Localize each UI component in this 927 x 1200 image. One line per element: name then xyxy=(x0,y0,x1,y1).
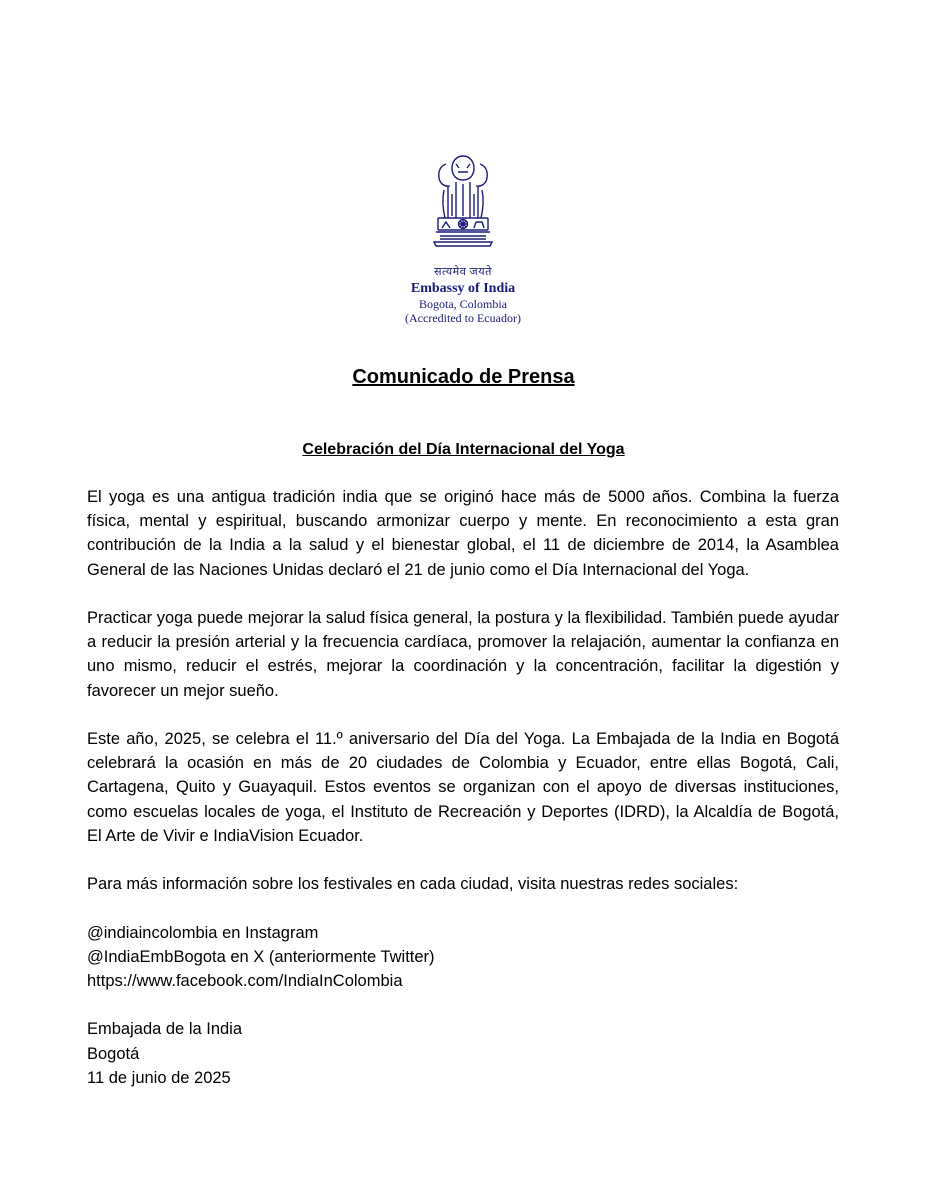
social-links xyxy=(87,921,839,994)
info-line: Para más información sobre los festivales en cada ciudad, visita nuestras redes sociales: xyxy=(87,875,739,894)
letterhead xyxy=(363,150,563,325)
document-title: Comunicado de Prensa xyxy=(352,366,575,388)
emblem-motto: सत्यमेव जयते xyxy=(434,266,492,278)
national-emblem-icon xyxy=(426,150,500,262)
document-body xyxy=(87,485,839,1114)
signature-date: 11 de junio de 2025 xyxy=(87,1068,231,1087)
social-x: @IndiaEmbBogota en X (anteriormente Twitter) xyxy=(87,947,435,966)
paragraph-events-2025: Este año, 2025, se celebra el 11.º aniversario del Día del Yoga. La Embajada de la India en Bogotá celebrará la ocasión en más de 20 ciudades de Colombia y Ecuador, entre ellas Bogotá, Cali, Cartagena, Quito y Guayaquil. Estos eventos se organizan con el apoyo de diversas instituciones, como escuelas locales de yoga, el Instituto de Recreación y Deportes (IDRD), la Alcaldía de Bogotá, El Arte de Vivir e IndiaVision Ecuador. xyxy=(87,730,839,845)
signature-block xyxy=(87,1017,839,1090)
social-instagram: @indiaincolombia en Instagram xyxy=(87,923,319,942)
document-subtitle: Celebración del Día Internacional del Yoga xyxy=(302,441,625,458)
embassy-city: Bogota, Colombia xyxy=(419,297,507,311)
social-facebook: https://www.facebook.com/IndiaInColombia xyxy=(87,972,403,990)
signature-city: Bogotá xyxy=(87,1044,140,1063)
embassy-accreditation: (Accredited to Ecuador) xyxy=(405,311,521,325)
paragraph-yoga-benefits: Practicar yoga puede mejorar la salud física general, la postura y la flexibilidad. También puede ayudar a reducir la presión arterial y la frecuencia cardíaca, promover la relajación, aumentar la confianza en uno mismo, reducir el estrés, mejorar la coordinación y la concentración, facilitar la digestión y favorecer un mejor sueño. xyxy=(87,609,839,700)
paragraph-yoga-history: El yoga es una antigua tradición india que se originó hace más de 5000 años. Combina la fuerza física, mental y espiritual, buscando armonizar cuerpo y mente. En reconocimiento a esta gran contribución de la India a la salud y el bienestar global, el 11 de diciembre de 2014, la Asamblea General de las Naciones Unidas declaró el 21 de junio como el Día Internacional del Yoga. xyxy=(87,488,839,579)
signature-org: Embajada de la India xyxy=(87,1020,243,1039)
embassy-name: Embassy of India xyxy=(410,281,516,296)
